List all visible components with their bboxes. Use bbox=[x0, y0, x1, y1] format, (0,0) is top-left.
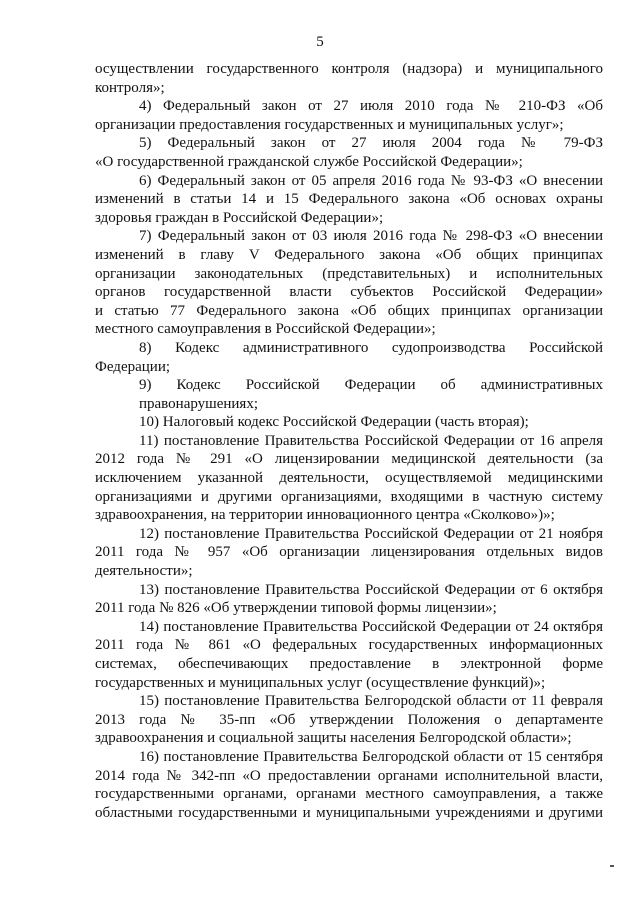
text-line: здравоохранения, на территории инновационного центра «Сколково»)»; bbox=[95, 507, 555, 524]
text-line: 2013 года № 35-пп «Об утверждении Положения о департаменте bbox=[95, 711, 603, 728]
text-line: 12) постановление Правительства Российской Федерации от 21 ноября bbox=[139, 525, 603, 542]
text-line: исключением указанной деятельности, осуществляемой медицинскими bbox=[95, 470, 603, 487]
text-line: организации законодательных (представительных) и исполнительных bbox=[95, 265, 603, 282]
text-line: «О государственной гражданской службе Российской Федерации»; bbox=[95, 153, 523, 170]
text-line: правонарушениях; bbox=[139, 395, 258, 412]
text-line: и статью 77 Федерального закона «Об общих принципах организации bbox=[95, 302, 603, 319]
document-body bbox=[95, 60, 603, 822]
page-number: 5 bbox=[316, 34, 324, 50]
text-line: деятельности»; bbox=[95, 563, 193, 580]
text-line: 2011 года № 826 «Об утверждении типовой формы лицензии»; bbox=[95, 600, 497, 617]
text-line: изменений в статьи 14 и 15 Федерального закона «Об основах охраны bbox=[95, 191, 603, 208]
text-line: 5) Федеральный закон от 27 июля 2004 года № 79-ФЗ bbox=[139, 135, 603, 152]
text-line: 7) Федеральный закон от 03 июля 2016 года № 298-ФЗ «О внесении bbox=[139, 228, 603, 245]
text-line: 9) Кодекс Российской Федерации об административных bbox=[139, 377, 603, 394]
text-line: осуществлении государственного контроля (надзора) и муниципального bbox=[95, 61, 603, 77]
text-line: системах, обеспечивающих предоставление в электронной форме bbox=[95, 656, 603, 672]
text-line: 2011 года № 957 «Об организации лицензирования отдельных видов bbox=[95, 544, 603, 561]
text-line: 10) Налоговый кодекс Российской Федерации (часть вторая); bbox=[139, 414, 529, 431]
text-line: 13) постановление Правительства Российской Федерации от 6 октября bbox=[139, 581, 603, 598]
scan-mark bbox=[610, 865, 614, 867]
text-line: изменений в главу V Федерального закона «Об общих принципах bbox=[95, 246, 603, 263]
text-line: государственных и муниципальных услуг (осуществление функций)»; bbox=[95, 674, 546, 691]
text-line: 15) постановление Правительства Белгородской области от 11 февраля bbox=[139, 693, 603, 710]
text-line: 16) постановление Правительства Белгородской области от 15 сентября bbox=[139, 748, 603, 765]
text-line: местного самоуправления в Российской Федерации»; bbox=[95, 321, 436, 338]
text-line: областными государственными и муниципальными учреждениями и другими bbox=[95, 804, 603, 821]
text-line: 11) постановление Правительства Российской Федерации от 16 апреля bbox=[139, 432, 603, 449]
text-line: 8) Кодекс административного судопроизводства Российской bbox=[139, 339, 603, 356]
text-line: органов государственной власти субъектов Российской Федерации» bbox=[95, 284, 603, 301]
text-line: здоровья граждан в Российской Федерации»; bbox=[95, 209, 384, 226]
text-line: здравоохранения и социальной защиты населения Белгородской области»; bbox=[95, 730, 572, 747]
text-line: Федерации; bbox=[95, 358, 171, 375]
text-line: организациями и другими организациями, входящими в частную систему bbox=[95, 488, 603, 505]
text-line: 4) Федеральный закон от 27 июля 2010 года № 210-ФЗ «Об bbox=[139, 98, 603, 115]
text-line: 2011 года № 861 «О федеральных государственных информационных bbox=[95, 637, 603, 654]
text-line: 2014 года № 342-пп «О предоставлении органами исполнительной власти, bbox=[95, 767, 603, 784]
text-line: 2012 года № 291 «О лицензировании медицинской деятельности (за bbox=[95, 451, 603, 468]
text-line: государственными органами, органами местного самоуправления, а также bbox=[95, 786, 603, 803]
text-line: 14) постановление Правительства Российской Федерации от 24 октября bbox=[139, 618, 603, 635]
text-line: 6) Федеральный закон от 05 апреля 2016 года № 93-ФЗ «О внесении bbox=[139, 172, 603, 189]
text-line: контроля»; bbox=[95, 79, 165, 96]
text-line: организации предоставления государственных и муниципальных услуг»; bbox=[95, 116, 564, 133]
